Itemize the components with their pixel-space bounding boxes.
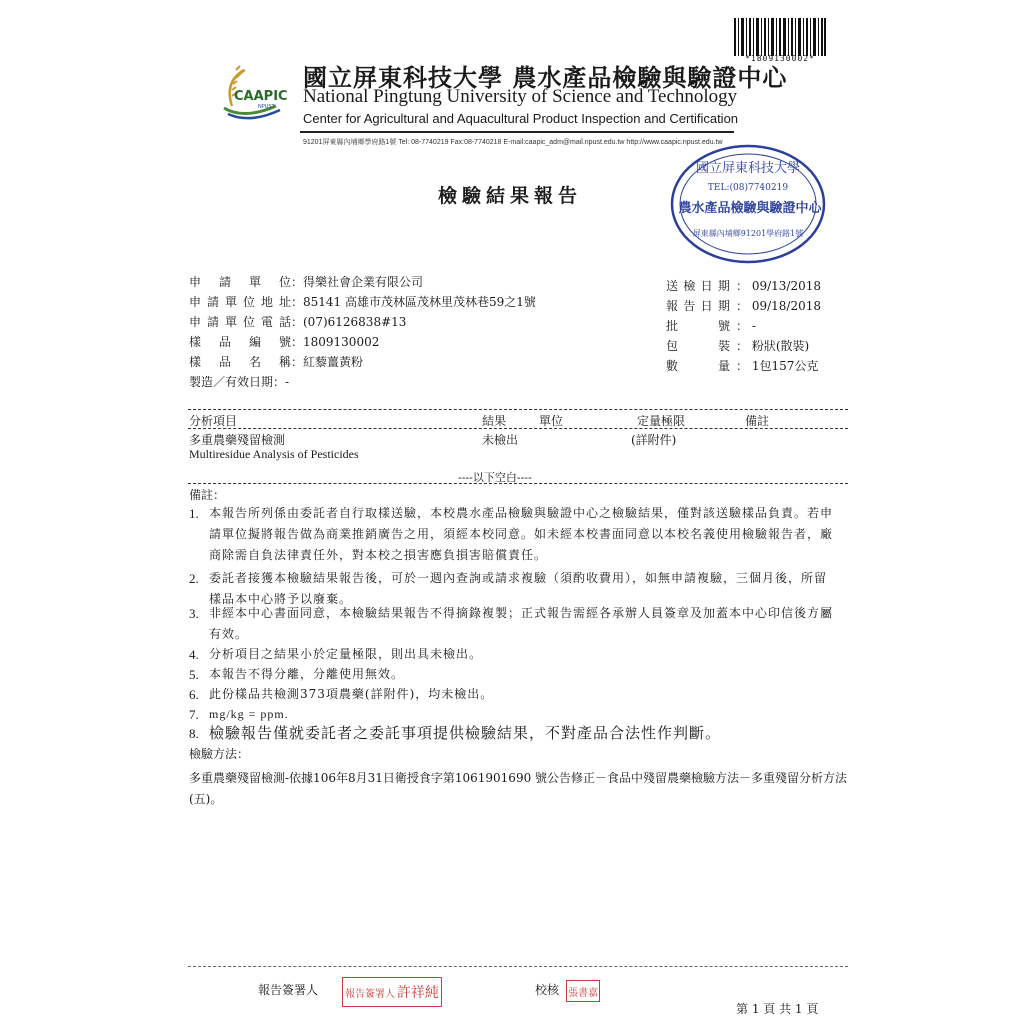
- title-english: National Pingtung University of Science and Technology: [303, 86, 738, 107]
- note-4: 4. 分析項目之結果小於定量極限，則出具未檢出。: [189, 647, 483, 662]
- batch-label: 批號: [666, 319, 730, 333]
- sample-name-value: ：紅藜薑黃粉: [291, 355, 364, 369]
- report-date-value: ： 09/18/2018: [736, 299, 821, 313]
- received-date-row: [666, 277, 821, 294]
- subtitle-english: Center for Agricultural and Aquacultural Product Inspection and Certification: [303, 111, 739, 126]
- signer-seal: [342, 977, 442, 1007]
- package-value: ： 粉狀(散裝): [736, 339, 810, 353]
- batch-value: ： -: [736, 319, 756, 333]
- package-row: [666, 337, 809, 354]
- mfg-date-label: 製造／有效日期: [189, 375, 274, 389]
- table-top-rule: [188, 409, 848, 410]
- header-loq: 定量極限: [637, 414, 686, 428]
- row-result: 未檢出: [482, 433, 519, 447]
- header-remark: 備註: [745, 414, 770, 428]
- note-2: 2. 委託者接獲本檢驗結果報告後，可於一週內查詢或請求複驗（須酌收費用），如無申請複驗，三個月後，所留樣品本中心將予以廢棄。: [189, 571, 828, 606]
- sample-number-label: 樣品編號: [189, 335, 291, 349]
- report-date-row: [666, 297, 821, 314]
- sample-number-row: [189, 333, 379, 353]
- report-date-label: 報告日期: [666, 299, 730, 313]
- header-item: 分析項目: [189, 414, 238, 428]
- svg-text:農水產品檢驗與驗證中心: 農水產品檢驗與驗證中心: [678, 201, 822, 216]
- table-header-rule: [188, 428, 848, 429]
- note-6: 6. 此份樣品共檢測373項農藥(詳附件)，均未檢出。: [189, 687, 494, 702]
- row-item-en: Multiresidue Analysis of Pesticides: [189, 447, 359, 461]
- document-title: 檢驗結果報告: [438, 185, 583, 207]
- applicant-phone-value: ：(07)6126838#13: [291, 315, 407, 329]
- applicant-phone-row: [189, 313, 406, 333]
- checker-label: 校核: [535, 983, 560, 997]
- header-rule: [300, 131, 734, 133]
- footer-rule: [188, 966, 848, 967]
- svg-text:TEL:(08)7740219: TEL:(08)7740219: [707, 183, 789, 193]
- sample-name-row: [189, 353, 363, 373]
- page-number: 第 1 頁 共 1 頁: [736, 1002, 819, 1016]
- package-label: 包裝: [666, 339, 730, 353]
- applicant-address-label: 申請單位地址: [189, 295, 291, 309]
- received-date-value: ： 09/13/2018: [736, 279, 821, 293]
- signer-seal-name: 許祥純: [397, 985, 439, 1001]
- row-loq: (詳附件): [631, 433, 677, 447]
- note-8: 8. 檢驗報告僅就委託者之委託事項提供檢驗結果，不對產品合法性作判斷。: [189, 724, 722, 742]
- received-date-label: 送檢日期: [666, 279, 730, 293]
- sample-number-value: ：1809130002: [291, 335, 380, 349]
- note-3: 3. 非經本中心書面同意，本檢驗結果報告不得摘錄複製；正式報告需經各承辦人員簽章及加蓋本中心印信後方屬有效。: [189, 606, 834, 641]
- barcode: [734, 18, 826, 56]
- svg-text:NPUST: NPUST: [258, 104, 275, 110]
- batch-row: [666, 317, 756, 334]
- table-bottom-rule: [188, 483, 848, 484]
- barcode-number: *1809130002*: [745, 54, 815, 63]
- quantity-label: 數量: [666, 359, 730, 373]
- method-text: 多重農藥殘留檢測-依據106年8月31日衛授食字第1061901690 號公告修正－食品中殘留農藥檢驗方法－多重殘留分析方法(五)。: [189, 771, 848, 806]
- sample-name-label: 樣品名稱: [189, 355, 291, 369]
- blank-marker: ----以下空白----: [458, 471, 532, 484]
- signer-label: 報告簽署人: [258, 983, 319, 997]
- mfg-date-row: [189, 373, 289, 393]
- method-label: 檢驗方法：: [189, 747, 250, 761]
- note-1: 1. 本報告所列係由委託者自行取樣送驗，本校農水產品檢驗與驗證中心之檢驗結果，僅對該送驗樣品負責。若申請單位擬將報告做為商業推銷廣告之用，須經本校同意。如未經本校書面同意以本校名義使用檢驗報告者，廠商除需自負法律責任外，對本校之損害應負損害賠償責任。: [189, 506, 834, 562]
- mfg-date-value: ：-: [273, 375, 290, 389]
- quantity-value: ： 1包157公克: [736, 359, 819, 373]
- caapic-logo: [214, 62, 294, 122]
- title-chinese: 國立屏東科技大學 農水產品檢驗與驗證中心: [303, 63, 788, 92]
- applicant-name-row: [189, 273, 423, 293]
- note-7: 7. mg/kg = ppm.: [189, 707, 289, 722]
- applicant-name-label: 申請單位: [189, 275, 291, 289]
- header-unit: 單位: [539, 414, 564, 428]
- contact-line: 91201屏東縣內埔鄉學府路1號 Tel: 08-7740219 Fax:08-7740218 E-mail:caapic_adm@mail.npust.edu.tw http://www.caapic.npust.edu.tw: [303, 139, 723, 146]
- svg-text:國立屏東科技大學: 國立屏東科技大學: [695, 161, 801, 176]
- svg-text:屏東縣內埔鄉91201學府路1號: 屏東縣內埔鄉91201學府路1號: [692, 229, 804, 238]
- official-stamp: [668, 142, 828, 266]
- checker-seal: 張書嘉: [566, 980, 600, 1002]
- applicant-phone-label: 申請單位電話: [189, 315, 291, 329]
- applicant-address-row: [189, 293, 536, 313]
- applicant-address-value: ：85141 高雄市茂林區茂林里茂林巷59之1號: [291, 295, 536, 309]
- header-result: 結果: [482, 414, 507, 428]
- notes-label: 備註：: [189, 488, 226, 502]
- note-5: 5. 本報告不得分離，分離使用無效。: [189, 667, 405, 682]
- applicant-name-value: ：得樂社會企業有限公司: [291, 275, 424, 289]
- svg-text:CAAPIC: CAAPIC: [234, 89, 288, 104]
- quantity-row: [666, 357, 818, 374]
- row-item-zh: 多重農藥殘留檢測: [189, 433, 286, 447]
- signer-seal-title: 報告簽署人: [345, 988, 395, 1000]
